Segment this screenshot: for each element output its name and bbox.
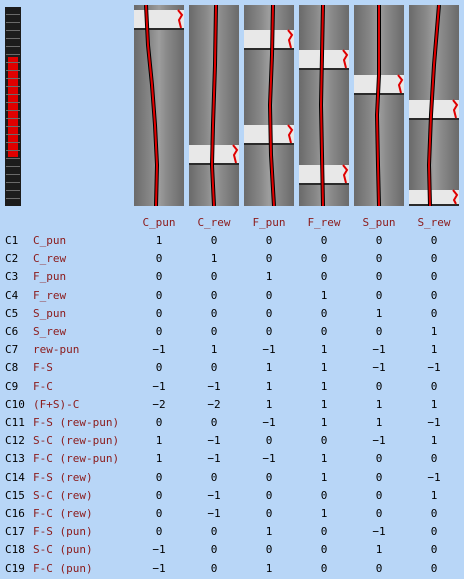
- contrast-weight: 0: [430, 543, 438, 557]
- color-scale-tick: [6, 190, 20, 191]
- contrast-row: [0, 251, 464, 269]
- contrast-weight: 0: [265, 252, 273, 266]
- contrast-weight: 1: [265, 361, 273, 375]
- color-scale-tick: [6, 174, 20, 175]
- contrast-weight: 0: [210, 543, 218, 557]
- design-panel-f-pun: [244, 5, 294, 206]
- contrast-weight: 1: [430, 325, 438, 338]
- contrast-weight: 0: [155, 270, 163, 284]
- contrast-weight: −1: [152, 543, 166, 557]
- contrast-weight: 1: [155, 452, 163, 466]
- contrast-label: F_pun: [33, 270, 67, 284]
- contrast-weight: 1: [265, 270, 273, 284]
- contrast-row: [0, 488, 464, 506]
- event-block-shadow: [409, 204, 459, 206]
- contrast-weight: 0: [210, 470, 218, 484]
- contrast-row: [0, 542, 464, 560]
- color-scale-tick: [6, 142, 20, 143]
- contrast-row: [0, 561, 464, 579]
- event-block-shadow: [134, 28, 184, 30]
- contrast-weight: 0: [320, 488, 328, 502]
- contrast-weight: 0: [430, 288, 438, 302]
- color-scale-tick: [6, 86, 20, 87]
- contrast-weight: −1: [372, 525, 386, 539]
- contrast-weight: 0: [265, 306, 273, 320]
- contrast-weight: 0: [430, 270, 438, 284]
- contrast-weight: 0: [375, 561, 383, 575]
- contrast-label: C_rew: [33, 252, 67, 266]
- contrast-weight: 0: [430, 306, 438, 320]
- color-scale-tick: [6, 14, 20, 15]
- contrast-id: C8: [5, 361, 19, 375]
- contrast-weight: 0: [430, 452, 438, 466]
- contrast-weight: 1: [430, 343, 438, 357]
- contrast-label: F-S (rew): [33, 470, 93, 484]
- contrast-label: F-C: [33, 379, 53, 393]
- contrast-weight: 1: [320, 288, 328, 302]
- contrast-id: C5: [5, 306, 19, 320]
- contrast-label: S-C (rew-pun): [33, 434, 120, 448]
- contrast-weight: −1: [427, 416, 441, 429]
- contrast-weight: 0: [210, 306, 218, 320]
- color-scale-tick: [6, 102, 20, 103]
- contrast-weight: 0: [155, 470, 163, 484]
- contrast-weight: −2: [152, 397, 166, 411]
- design-panel-s-rew: [409, 5, 459, 206]
- contrast-weight: 0: [375, 288, 383, 302]
- contrast-weight: 1: [265, 379, 273, 393]
- contrast-weight: −1: [207, 434, 221, 448]
- contrast-weight: 0: [375, 507, 383, 520]
- contrast-weight: 0: [320, 543, 328, 557]
- contrast-weight: −2: [207, 397, 221, 411]
- contrast-weight: 0: [210, 416, 218, 429]
- contrast-weight: 0: [320, 306, 328, 320]
- event-block-shadow: [244, 48, 294, 50]
- column-header: C_rew: [197, 216, 231, 229]
- contrast-weight: 0: [155, 252, 163, 266]
- contrast-weight: 0: [155, 306, 163, 320]
- contrast-weight: 0: [320, 252, 328, 266]
- contrast-id: C14: [5, 470, 25, 484]
- color-scale-tick: [6, 198, 20, 199]
- contrast-label: F-S (rew-pun): [33, 416, 120, 429]
- contrast-weight: 1: [265, 525, 273, 539]
- design-panel-s-pun: [354, 5, 404, 206]
- contrast-weight: 0: [210, 361, 218, 375]
- contrast-label: S-C (rew): [33, 488, 93, 502]
- contrast-weight: 1: [430, 488, 438, 502]
- contrast-id: C9: [5, 379, 19, 393]
- contrast-weight: 1: [375, 543, 383, 557]
- contrast-weight: −1: [262, 452, 276, 466]
- contrast-label: S_pun: [33, 306, 67, 320]
- contrast-weight: −1: [372, 434, 386, 448]
- contrast-weight: 1: [155, 234, 163, 247]
- contrast-weight: 0: [375, 452, 383, 466]
- color-scale-tick: [6, 94, 20, 95]
- contrast-row: [0, 506, 464, 524]
- contrast-weight: 0: [430, 525, 438, 539]
- column-header: S_pun: [362, 216, 396, 229]
- contrast-weight: 0: [265, 488, 273, 502]
- contrast-row: [0, 306, 464, 324]
- contrast-weight: 1: [320, 470, 328, 484]
- color-scale-tick: [6, 30, 20, 31]
- contrast-label: F-C (rew): [33, 507, 93, 520]
- contrast-weight: 1: [320, 361, 328, 375]
- contrast-weight: 0: [265, 470, 273, 484]
- contrast-weight: 1: [320, 416, 328, 429]
- contrast-weight: 0: [210, 525, 218, 539]
- color-scale-tick: [6, 118, 20, 119]
- contrast-weight: 0: [320, 270, 328, 284]
- contrast-weight: 0: [265, 325, 273, 338]
- color-scale-tick: [6, 54, 20, 55]
- contrast-weight: 1: [375, 306, 383, 320]
- contrast-label: F-S: [33, 361, 53, 375]
- contrast-weight: 0: [265, 234, 273, 247]
- color-scale-bar: [5, 7, 21, 206]
- column-header: S_rew: [417, 216, 451, 229]
- color-scale-tick: [6, 158, 20, 159]
- contrast-id: C15: [5, 488, 25, 502]
- contrast-id: C7: [5, 343, 19, 357]
- event-block: [409, 100, 459, 120]
- contrast-weight: −1: [207, 507, 221, 520]
- contrast-weight: 0: [155, 416, 163, 429]
- column-header: F_rew: [307, 216, 341, 229]
- contrast-id: C13: [5, 452, 25, 466]
- contrast-weight: −1: [427, 361, 441, 375]
- contrast-weight: −1: [152, 561, 166, 575]
- contrast-weight: −1: [262, 416, 276, 429]
- color-scale-tick: [6, 46, 20, 47]
- contrast-weight: 0: [320, 561, 328, 575]
- contrast-weight: 1: [320, 397, 328, 411]
- contrast-row: [0, 288, 464, 306]
- contrast-id: C6: [5, 325, 19, 338]
- contrast-row: [0, 360, 464, 378]
- contrast-weight: −1: [372, 361, 386, 375]
- contrast-weight: −1: [152, 379, 166, 393]
- contrast-weight: −1: [152, 343, 166, 357]
- contrast-weight: 1: [210, 343, 218, 357]
- contrast-weight: 0: [210, 270, 218, 284]
- contrast-weight: 0: [265, 434, 273, 448]
- contrast-id: C16: [5, 507, 25, 520]
- contrast-weight: 0: [375, 234, 383, 247]
- design-panel-f-rew: [299, 5, 349, 206]
- contrast-weight: 0: [265, 288, 273, 302]
- contrast-weight: 0: [375, 270, 383, 284]
- color-scale-tick: [6, 70, 20, 71]
- column-header: C_pun: [142, 216, 176, 229]
- contrast-id: C3: [5, 270, 19, 284]
- contrast-weight: 0: [320, 434, 328, 448]
- contrast-weight: 0: [155, 507, 163, 520]
- contrast-weight: 0: [430, 379, 438, 393]
- contrast-id: C19: [5, 561, 25, 575]
- contrast-weight: 0: [430, 234, 438, 247]
- color-scale-tick: [6, 78, 20, 79]
- contrast-weight: 0: [430, 507, 438, 520]
- contrast-weight: 1: [430, 397, 438, 411]
- color-scale-tick: [6, 150, 20, 151]
- contrast-row: [0, 415, 464, 433]
- contrast-label: (F+S)-C: [33, 397, 80, 411]
- contrast-id: C11: [5, 416, 25, 429]
- contrast-id: C12: [5, 434, 25, 448]
- contrast-weight: 0: [375, 488, 383, 502]
- design-panel-c-rew: [189, 5, 239, 206]
- contrast-weight: 0: [265, 507, 273, 520]
- contrast-weight: 1: [210, 252, 218, 266]
- event-block: [134, 10, 184, 30]
- contrast-weight: 1: [320, 507, 328, 520]
- contrast-weight: 0: [430, 252, 438, 266]
- color-scale-tick: [6, 62, 20, 63]
- contrast-weight: −1: [262, 343, 276, 357]
- event-block-shadow: [409, 118, 459, 120]
- event-block: [409, 190, 459, 206]
- contrast-weight: 0: [320, 234, 328, 247]
- contrast-id: C18: [5, 543, 25, 557]
- contrast-id: C2: [5, 252, 19, 266]
- contrast-label: C_pun: [33, 234, 67, 247]
- color-scale-tick: [6, 110, 20, 111]
- contrast-weight: 0: [155, 361, 163, 375]
- contrast-label: F-C (rew-pun): [33, 452, 120, 466]
- contrast-weight: 0: [155, 288, 163, 302]
- contrast-row: [0, 470, 464, 488]
- contrast-row: [0, 451, 464, 469]
- contrast-row: [0, 324, 464, 342]
- color-scale-tick: [6, 182, 20, 183]
- contrast-weight: −1: [372, 343, 386, 357]
- contrast-weight: 0: [375, 470, 383, 484]
- contrast-weight: 1: [430, 434, 438, 448]
- contrast-weight: 0: [210, 561, 218, 575]
- contrast-weight: 0: [320, 325, 328, 338]
- contrast-weight: 0: [155, 525, 163, 539]
- contrast-id: C1: [5, 234, 19, 247]
- contrast-row: [0, 379, 464, 397]
- contrast-weight: 1: [375, 397, 383, 411]
- contrast-weight: 1: [320, 343, 328, 357]
- contrast-row: [0, 397, 464, 415]
- contrast-weight: 0: [155, 325, 163, 338]
- event-block-shadow: [299, 68, 349, 70]
- contrast-label: S_rew: [33, 325, 67, 338]
- color-scale-tick: [6, 166, 20, 167]
- contrast-id: C4: [5, 288, 19, 302]
- column-header: F_pun: [252, 216, 286, 229]
- contrast-weight: 1: [375, 416, 383, 429]
- contrast-weight: 1: [155, 434, 163, 448]
- contrast-row: [0, 233, 464, 251]
- contrast-id: C10: [5, 397, 25, 411]
- contrast-id: C17: [5, 525, 25, 539]
- contrast-row: [0, 433, 464, 451]
- contrast-weight: 0: [210, 288, 218, 302]
- contrast-label: F-C (pun): [33, 561, 93, 575]
- contrast-weight: 0: [155, 488, 163, 502]
- contrast-weight: 0: [375, 252, 383, 266]
- contrast-weight: 1: [320, 452, 328, 466]
- contrast-label: F_rew: [33, 288, 67, 302]
- contrast-weight: 1: [265, 561, 273, 575]
- contrast-row: [0, 524, 464, 542]
- color-scale-tick: [6, 126, 20, 127]
- color-scale-tick: [6, 38, 20, 39]
- contrast-label: F-S (pun): [33, 525, 93, 539]
- contrast-weight: 1: [265, 397, 273, 411]
- event-block: [244, 30, 294, 50]
- contrast-weight: 0: [375, 379, 383, 393]
- contrast-row: [0, 342, 464, 360]
- contrast-weight: 1: [320, 379, 328, 393]
- contrast-label: S-C (pun): [33, 543, 93, 557]
- contrast-weight: 0: [210, 234, 218, 247]
- contrast-weight: 0: [265, 543, 273, 557]
- contrast-weight: 0: [210, 325, 218, 338]
- contrast-weight: 0: [375, 325, 383, 338]
- contrast-weight: −1: [427, 470, 441, 484]
- contrast-weight: −1: [207, 488, 221, 502]
- contrast-label: rew-pun: [33, 343, 80, 357]
- design-panel-c-pun: [134, 5, 184, 206]
- contrast-weight: 0: [320, 525, 328, 539]
- color-scale-tick: [6, 134, 20, 135]
- color-scale-tick: [6, 22, 20, 23]
- contrast-weight: 0: [430, 561, 438, 575]
- contrast-weight: −1: [207, 452, 221, 466]
- contrast-weight: −1: [207, 379, 221, 393]
- contrast-row: [0, 269, 464, 287]
